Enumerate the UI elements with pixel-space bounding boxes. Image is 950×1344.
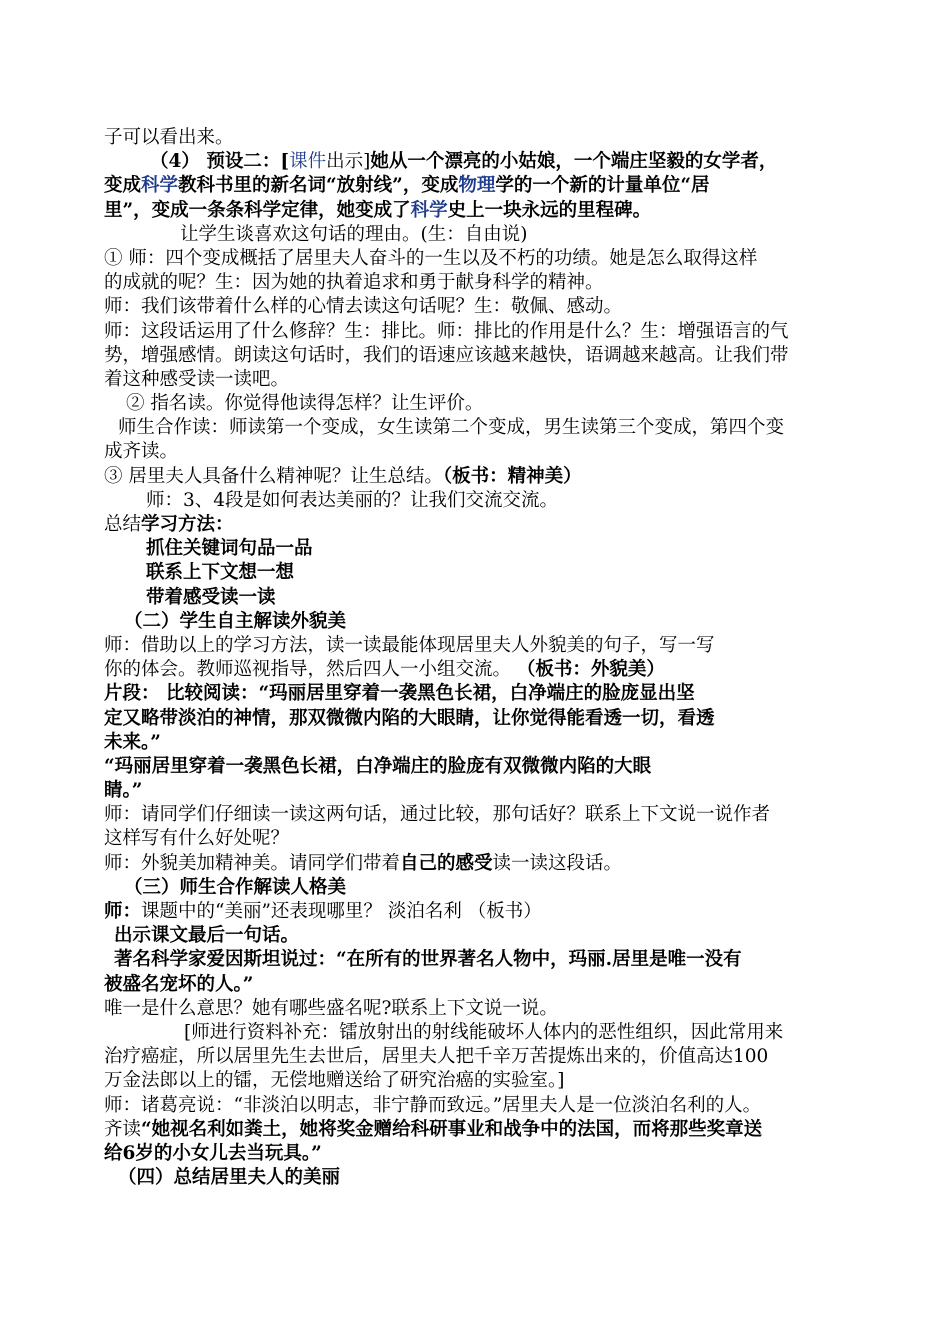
text-line: 这样写有什么好处呢？: [104, 828, 290, 850]
text-line: 师：课题中的“美丽”还表现哪里？ 淡泊名利 （板书）: [104, 901, 542, 922]
text-line: 子可以看出来。: [104, 127, 234, 148]
text-line: 联系上下文想一想: [146, 562, 295, 584]
text-line: （4） 预设二：[课件出示]她从一个漂亮的小姑娘，一个端庄坚毅的女学者，: [150, 151, 778, 173]
text-line: ③ 居里夫人具备什么精神呢？让生总结。（板书：精神美）: [104, 465, 582, 487]
text-line: ② 指名读。你觉得他读得怎样？让生评价。: [126, 393, 484, 415]
text-line: 出示课文最后一句话。: [114, 925, 300, 947]
text-line: 带着感受读一读: [146, 586, 276, 608]
section-heading: （三）师生合作解读人格美: [124, 876, 347, 898]
text-line: 被盛名宠坏的人。”: [104, 973, 254, 995]
text-line: 师：借助以上的学习方法，读一读最能体现居里夫人外貌美的句子，写一写: [104, 634, 715, 656]
text-line: ① 师：四个变成概括了居里夫人奋斗的一生以及不朽的功绩。她是怎么取得这样: [104, 247, 758, 269]
text-line: 你的体会。教师巡视指导，然后四人一小组交流。 （板书：外貌美）: [104, 659, 665, 681]
text-line: 着这种感受读一读吧。: [104, 368, 290, 390]
text-line: 总结学习方法：: [104, 514, 234, 535]
section-heading: （四）总结居里夫人的美丽: [118, 1167, 341, 1189]
text-line: 未来。”: [104, 731, 161, 753]
text-line: 片段： 比较阅读：“玛丽居里穿着一袭黑色长裙，白净端庄的脸庞显出坚: [104, 683, 695, 705]
document-page: [104, 126, 896, 1190]
text-line: 治疗癌症，所以居里先生去世后，居里夫人把千辛万苦提炼出来的，价值高达100: [104, 1046, 769, 1068]
text-line: 师：诸葛亮说：“非淡泊以明志，非宁静而致远。”居里夫人是一位淡泊名利的人。: [104, 1094, 762, 1116]
text-line: 师生合作读：师读第一个变成，女生读第二个变成，男生读第三个变成，第四个变: [118, 417, 785, 439]
text-line: 睛。”: [104, 780, 143, 802]
text-line: 著名科学家爱因斯坦说过：“在所有的世界著名人物中，玛丽.居里是唯一没有: [114, 949, 742, 971]
text-line: 师：外貌美加精神美。请同学们带着自己的感受读一读这段话。: [104, 852, 623, 874]
text-line: 抓住关键词句品一品: [146, 538, 313, 560]
text-line: 万金法郎以上的镭，无偿地赠送给了研究治癌的实验室。]: [104, 1070, 565, 1092]
text-line: 师：我们该带着什么样的心情去读这句话呢？生：敬佩、感动。: [104, 296, 623, 318]
text-line: 唯一是什么意思？她有哪些盛名呢?联系上下文说一说。: [104, 997, 558, 1019]
text-line: 里”，变成一条条科学定律，她变成了科学史上一块永远的里程碑。: [104, 199, 652, 221]
text-line: 变成科学教科书里的新名词“放射线”，变成物理学的一个新的计量单位“居: [104, 175, 710, 197]
text-line: 师：3、4段是如何表达美丽的？让我们交流交流。: [146, 489, 559, 511]
text-line: 势，增强感情。朗读这句话时，我们的语速应该越来越快，语调越来越高。让我们带: [104, 344, 789, 366]
text-line: 师：请同学们仔细读一读这两句话，通过比较，那句话好？联系上下文说一说作者: [104, 804, 771, 826]
text-line: 齐读“她视名利如粪土，她将奖金赠给科研事业和战争中的法国，而将那些奖章送: [104, 1118, 763, 1140]
text-line: “玛丽居里穿着一袭黑色长裙，白净端庄的脸庞有双微微内陷的大眼: [104, 755, 652, 777]
text-line: 的成就的呢？生：因为她的执着追求和勇于献身科学的精神。: [104, 272, 604, 294]
text-line: [师进行资料补充：镭放射出的射线能破坏人体内的恶性组织，因此常用来: [184, 1021, 784, 1043]
text-line: 定又略带淡泊的神情，那双微微内陷的大眼睛，让你觉得能看透一切，看透: [104, 707, 715, 729]
text-line: 师：这段话运用了什么修辞？生：排比。师：排比的作用是什么？生：增强语言的气: [104, 320, 789, 342]
section-heading: （二）学生自主解读外貌美: [124, 610, 347, 632]
text-line: 成齐读。: [104, 441, 179, 463]
text-line: 给6岁的小女儿去当玩具。”: [104, 1142, 322, 1164]
text-line: 让学生谈喜欢这句话的理由。(生：自由说): [180, 223, 528, 245]
